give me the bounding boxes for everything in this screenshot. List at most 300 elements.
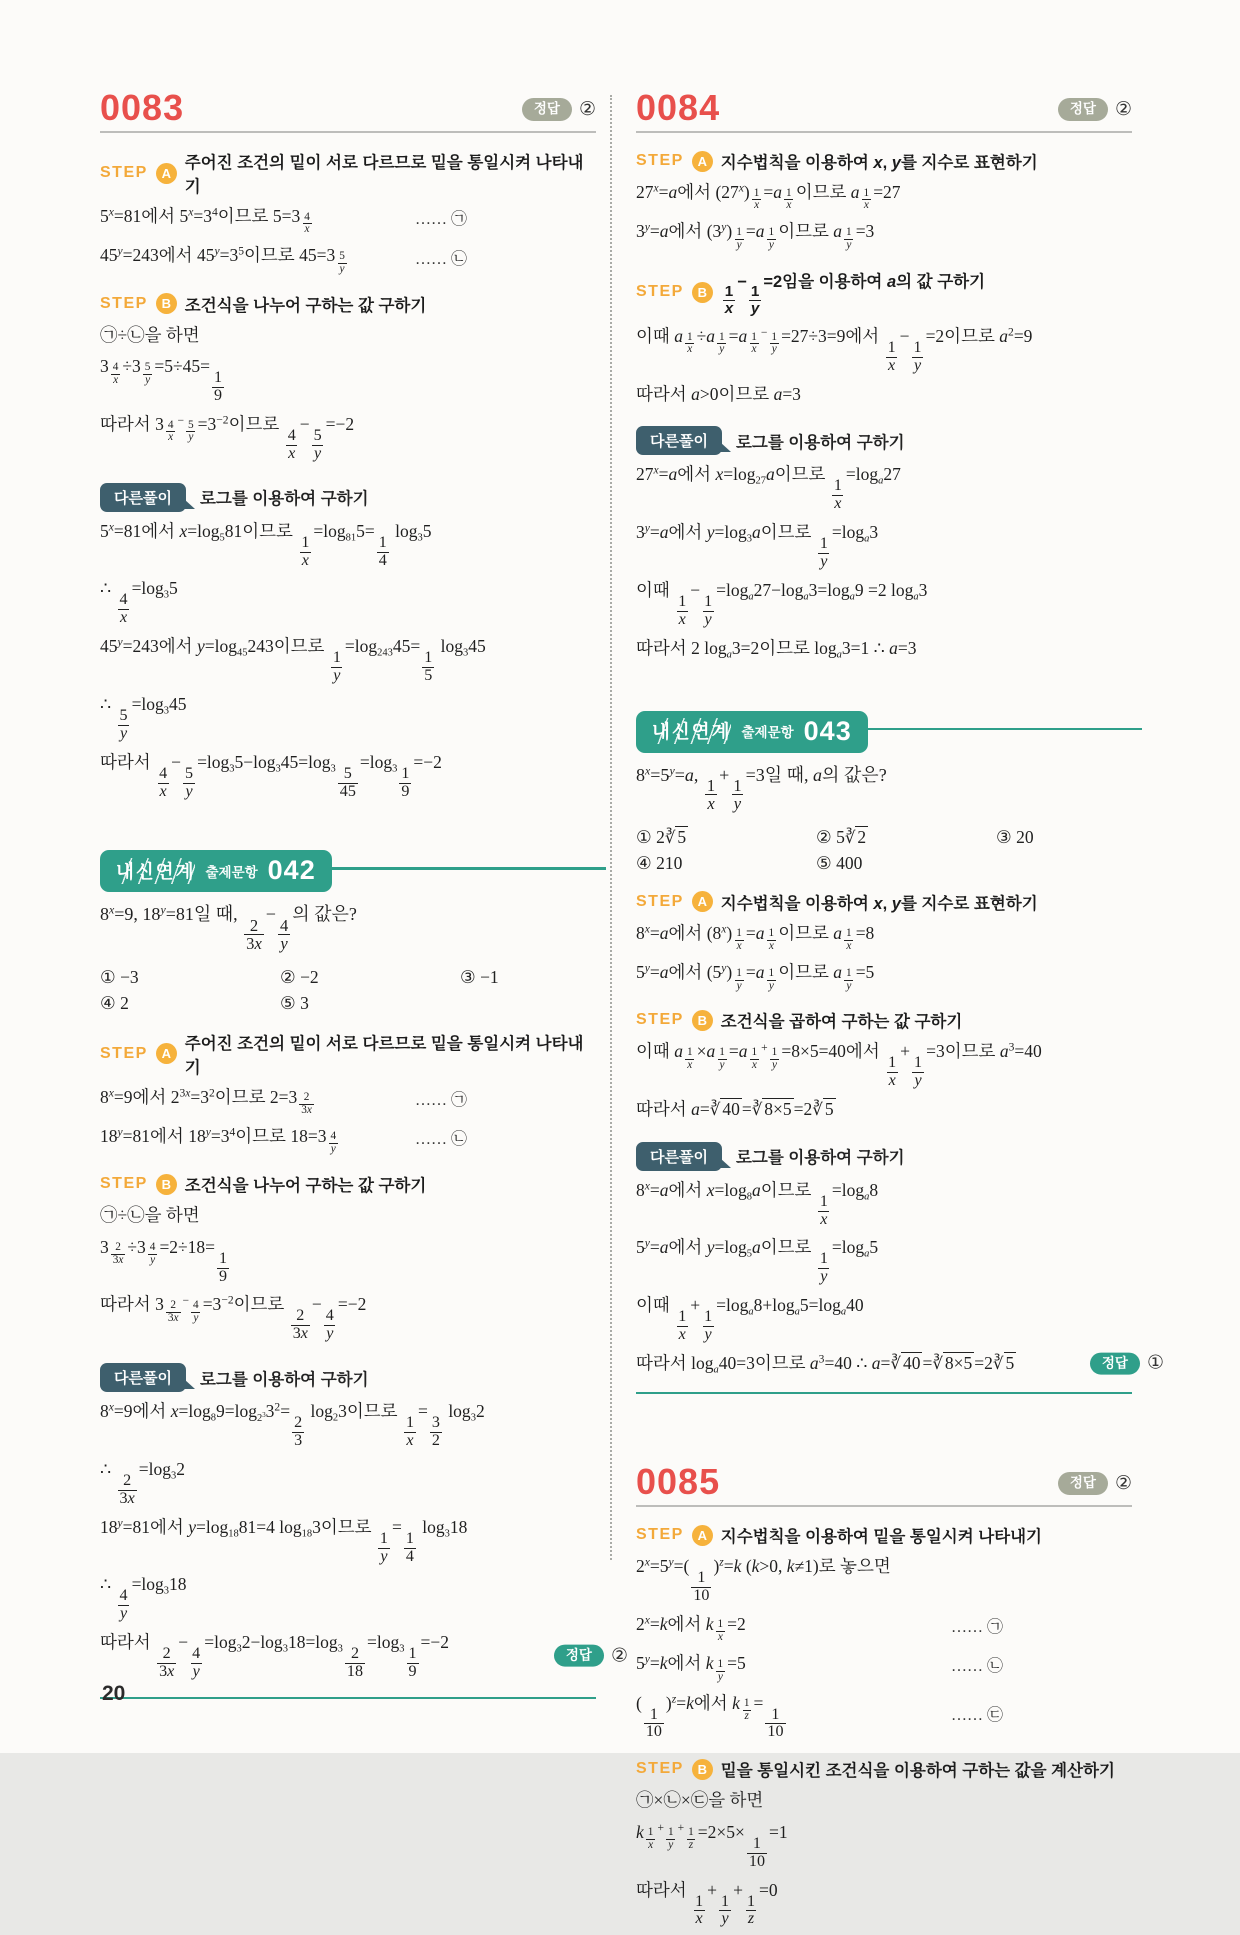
subscript: 2 (332, 1412, 339, 1424)
subscript (864, 1191, 869, 1202)
variable: y (704, 1326, 712, 1344)
superscript (335, 246, 349, 275)
variable: k (705, 1613, 714, 1634)
fraction (770, 1047, 780, 1072)
numerator: 1 (888, 1054, 897, 1072)
subscript: 3 (337, 1643, 343, 1655)
variable: y (150, 1254, 156, 1267)
variable: a (659, 221, 669, 242)
formula-line: 따라서 2 $\log_a3=2$이므로 $\log_a3=1$ ∴ a=3 (636, 637, 917, 661)
radicand: 5 (1005, 1352, 1015, 1373)
variable: x (406, 1432, 414, 1450)
fraction (745, 1894, 757, 1929)
variable: y (820, 552, 828, 570)
answer-number: ② (1114, 99, 1132, 121)
choice-row (100, 993, 596, 1014)
fraction (118, 1588, 130, 1623)
step-heading (636, 890, 1132, 914)
alt-solution-heading (636, 426, 1132, 455)
fraction (676, 1309, 688, 1344)
denominator: 9 (219, 1267, 228, 1285)
variable: x (185, 1087, 191, 1100)
variable: a (751, 522, 761, 542)
step-heading (100, 1030, 596, 1078)
variable: a (726, 649, 732, 661)
subscript (803, 591, 808, 602)
denominator (767, 940, 776, 953)
fraction (912, 1055, 924, 1090)
fraction (118, 708, 130, 743)
variable: y (280, 934, 288, 954)
denominator (818, 1268, 829, 1286)
alt-solution-heading (100, 483, 596, 512)
variable: x (768, 940, 774, 953)
step-title: 조건식을 나누어 구하는 값 구하기 (184, 296, 427, 315)
step-label: STEP (100, 1175, 148, 1193)
variable: x (173, 1311, 179, 1324)
superscript (732, 923, 746, 953)
variable: x (678, 1326, 686, 1344)
numerator: 1 (719, 1046, 725, 1059)
superscript (141, 357, 155, 386)
denominator (749, 300, 761, 317)
variable: a (850, 182, 860, 202)
subscript: 3 (170, 1470, 177, 1482)
superscript (109, 207, 114, 219)
step-heading (100, 292, 596, 316)
answer-badge (522, 98, 596, 121)
denominator (687, 1839, 695, 1852)
variable: k (786, 1556, 795, 1577)
answer-number: ② (578, 99, 596, 121)
variable: a (748, 591, 754, 603)
variable: a (659, 1237, 669, 1258)
fraction (705, 777, 717, 813)
variable: k (659, 1613, 668, 1634)
reference-marker: …… ㉠ (415, 1091, 468, 1109)
variable: a (755, 922, 765, 943)
numerator: 1 (786, 186, 792, 199)
fraction (734, 928, 744, 953)
subscript (748, 1307, 753, 1318)
denominator (844, 940, 853, 953)
variable: x (863, 199, 869, 212)
variable: k (733, 1556, 742, 1577)
numerator: 1 (846, 927, 852, 940)
variable: a (751, 1179, 761, 1200)
variable: a (864, 1249, 870, 1261)
formula-line: 이때 a $^{\frac{1}{x}}$ ×a $^{\frac{1}{y}}$ =a $^{\frac{1}{x} + \frac{1}{y}}$ =8×5=40에서 $\frac{1}{x}$ + $\frac{1}{y}$ =3이므로 $a^3=40$ (636, 1041, 1042, 1090)
problem-number: 0084 (636, 87, 721, 128)
numerator: 1 (819, 534, 828, 552)
variable: a (668, 182, 678, 202)
denominator: 3x (292, 1325, 308, 1343)
alt-solution-heading (636, 1142, 1132, 1171)
variable: y (644, 1653, 650, 1666)
subscript: 5 (219, 532, 225, 544)
step-title: 밑을 통일시킨 조건식을 이용하여 구하는 값을 계산하기 (720, 1762, 1115, 1781)
variable: x (707, 794, 715, 814)
variable: x (306, 1104, 312, 1116)
numerator: 1 (424, 649, 433, 667)
numerator: 2 (123, 1471, 132, 1489)
tag-label: 출제문항 (741, 725, 794, 741)
fraction (818, 1251, 830, 1286)
fraction (328, 1131, 338, 1156)
denominator (752, 199, 761, 212)
answer-badge (1058, 1472, 1132, 1495)
fraction (747, 1836, 767, 1871)
superscript (645, 963, 650, 975)
variable: y (717, 1670, 723, 1683)
denominator: 9 (408, 1663, 417, 1681)
variable: x (188, 206, 194, 219)
denominator: 3x (112, 1254, 124, 1267)
variable: z (744, 1710, 749, 1723)
step-heading (636, 268, 1132, 317)
denominator (743, 1710, 751, 1723)
radicand: 40 (722, 1099, 740, 1120)
variable: y (721, 222, 727, 235)
superscript (721, 222, 726, 234)
variable: x (108, 206, 114, 219)
fraction (717, 1047, 727, 1072)
denominator (818, 1211, 829, 1229)
denominator (324, 1325, 335, 1343)
variable: y (846, 238, 852, 251)
variable: x (687, 1058, 693, 1071)
variable: k (636, 1821, 644, 1842)
subscript (913, 591, 918, 602)
left-column (100, 87, 628, 1699)
variable: x (678, 610, 686, 628)
fraction (832, 478, 844, 513)
formula-line: 이때 a $^{\frac{1}{x}}$ ÷a $^{\frac{1}{y}}$ =a $^{\frac{1}{x} - \frac{1}{y}}$ =27÷3=9에서 $\frac{1}{x}$ − $\frac{1}{y}$ =2이므로 $a^2=9$ (636, 326, 1033, 374)
superscript (214, 246, 219, 258)
variable: x (873, 154, 883, 172)
denominator (666, 1839, 675, 1852)
variable: y (188, 431, 194, 444)
subscript: 3 (236, 1643, 242, 1655)
problem-block (100, 87, 596, 800)
subscript: 3 (392, 763, 398, 775)
variable: z (747, 1910, 755, 1928)
numerator: 1 (678, 1308, 687, 1326)
numerator: 1 (846, 966, 852, 979)
numerator: 4 (149, 1241, 156, 1254)
denominator: 3x (301, 1104, 312, 1116)
cube-root (665, 827, 688, 847)
denominator (844, 239, 853, 252)
radical-icon: ∛ (890, 1353, 901, 1373)
problem-header (636, 1461, 1132, 1507)
numerator: 5 (185, 764, 194, 782)
variable: x (179, 520, 188, 541)
superscript (842, 923, 856, 953)
superscript (739, 183, 744, 195)
fraction (723, 284, 735, 317)
variable: a (738, 1041, 748, 1062)
variable: a (751, 1237, 761, 1258)
variable: z (671, 1693, 677, 1706)
numerator: 2 (303, 1091, 310, 1104)
answer-badge (1058, 98, 1132, 121)
variable: a (836, 649, 842, 661)
fraction (818, 1194, 830, 1229)
denominator (746, 1910, 756, 1928)
variable: a (871, 1352, 881, 1373)
fraction (118, 592, 130, 627)
variable: a (813, 764, 823, 785)
series-label: 내신연계 (116, 858, 195, 884)
variable: a (833, 922, 843, 943)
fraction (666, 1827, 676, 1852)
variable: k (686, 1692, 694, 1713)
variable: x (754, 199, 760, 212)
superscript: 3 (262, 1412, 266, 1420)
fraction (337, 251, 347, 276)
variable: y (750, 300, 760, 318)
variable: a (999, 326, 1009, 346)
superscript (326, 1127, 340, 1156)
answer-number: ② (610, 1645, 628, 1667)
step-letter-icon: B (692, 1010, 713, 1031)
fraction (844, 928, 854, 953)
superscript (645, 1654, 650, 1666)
answer-label: 정답 (1058, 1472, 1108, 1495)
denominator (300, 552, 311, 570)
numerator: 1 (724, 283, 734, 301)
denominator (767, 980, 776, 993)
reference-marker: …… ㉠ (951, 1618, 1004, 1636)
fraction (844, 227, 854, 252)
denominator (912, 357, 923, 375)
fraction (312, 428, 324, 463)
superscript: 1 x + 1 y (751, 1042, 778, 1071)
variable: y (117, 246, 123, 259)
subscript: 3 (229, 763, 235, 775)
numerator: 1 (717, 1618, 724, 1631)
problem-block (636, 87, 1132, 661)
superscript (669, 1557, 674, 1569)
fraction (148, 1242, 158, 1267)
numerator: 2 (170, 1299, 176, 1312)
fraction (212, 370, 224, 405)
variable: a (659, 522, 669, 542)
variable: a (659, 922, 669, 943)
numerator: 1 (686, 1046, 693, 1059)
fraction (244, 917, 264, 953)
superscript: 1 x + 1 y + 1 z (647, 1822, 694, 1852)
numerator: 1 (771, 1046, 778, 1059)
cube-root (812, 1099, 835, 1119)
variable: k (751, 1556, 760, 1577)
variable: x (118, 1254, 124, 1267)
radical-icon: ∛ (751, 1100, 763, 1120)
superscript: 3 (818, 1353, 825, 1366)
inline-answer-badge (1090, 1352, 1164, 1375)
formula-line: ∴ $\frac{2}{3x}$ $=\log_32$ (100, 1458, 185, 1507)
denominator (118, 609, 129, 627)
superscript (645, 222, 650, 234)
denominator (735, 940, 744, 953)
fraction (749, 332, 759, 357)
formula-line: $8^x=a$에서 $x=\log_8a$이므로 $\frac{1}{x}$ $=\log_a8$ (636, 1179, 879, 1228)
denominator (750, 343, 759, 356)
fraction (324, 1308, 336, 1343)
numerator: 5 (339, 249, 345, 262)
subscript: 3 (282, 1643, 288, 1655)
fraction (291, 1308, 310, 1343)
denominator (677, 611, 688, 629)
radicand: 40 (902, 1352, 921, 1373)
denominator (191, 1663, 202, 1681)
fraction (767, 968, 777, 993)
variable: x (687, 343, 693, 356)
right-column (636, 87, 1164, 1935)
fraction (191, 1300, 201, 1325)
numerator: 1 (704, 1308, 713, 1326)
variable: x (159, 782, 167, 800)
fraction (111, 1242, 126, 1267)
denominator: 10 (693, 1586, 710, 1604)
step-title: 조건식을 곱하여 구하는 값 구하기 (720, 1013, 963, 1032)
variable: y (846, 979, 852, 992)
variable: x (695, 1910, 703, 1928)
step-letter-icon: A (692, 891, 713, 912)
choice-option: ② −2 (280, 966, 319, 987)
linked-problem-header (100, 850, 596, 892)
denominator (735, 239, 744, 252)
fraction (685, 332, 695, 357)
step-heading (100, 149, 596, 197)
column-divider (610, 95, 612, 1560)
variable: y (668, 1839, 674, 1852)
subscript (864, 534, 869, 545)
fraction (784, 188, 794, 213)
numerator: 1 (405, 1414, 415, 1432)
superscript (740, 1693, 754, 1723)
fraction (644, 1707, 664, 1742)
denominator (166, 431, 175, 444)
fraction (767, 928, 777, 953)
formula-line: 이때 $\frac{1}{x}$ + $\frac{1}{y}$ $=\log_a8+\log_a5=\log_a40$ (636, 1295, 864, 1344)
superscript (300, 207, 314, 236)
fraction (338, 766, 358, 801)
variable: y (196, 636, 205, 657)
variable: x (751, 1058, 757, 1071)
numerator: 1 (219, 1249, 228, 1267)
formula-line: $18^y=81$에서 $y=\log_{18}81=4$ $\log_{18}3$이므로 $\frac{1}{y}$ = $\frac{1}{4}$ $\log_318$ (100, 1516, 468, 1565)
linked-problem-number: 042 (267, 855, 316, 886)
fraction (186, 420, 196, 445)
radical-icon: ∛ (932, 1353, 943, 1373)
denominator: 45 (339, 782, 356, 800)
variable: x (648, 1839, 654, 1852)
numerator: 1 (753, 186, 760, 199)
variable: x (113, 373, 119, 386)
numerator: 1 (647, 1826, 654, 1839)
step-letter-icon: B (692, 1759, 713, 1780)
step-label: STEP (636, 1760, 684, 1778)
subscript: 81 (345, 532, 357, 544)
numerator: 5 (144, 360, 151, 373)
denominator (886, 357, 897, 375)
superscript: −2 (221, 1295, 234, 1308)
fraction (118, 1473, 137, 1508)
subscript (841, 1307, 846, 1318)
subscript (837, 649, 842, 660)
numerator: 4 (119, 591, 128, 609)
numerator: 2 (296, 1307, 305, 1325)
numerator: 4 (119, 1587, 128, 1605)
question-text: $8^x=9$, $18^y=81$일 때, $\frac{2}{3x}$ − $\frac{4}{y}$ 의 값은? (100, 902, 357, 954)
numerator: 1 (667, 1826, 674, 1839)
numerator: 1 (721, 1892, 730, 1910)
problem-header (100, 87, 596, 133)
superscript (645, 523, 650, 535)
numerator: 1 (697, 1569, 706, 1587)
variable: x (119, 609, 128, 627)
variable: x (653, 182, 659, 195)
numerator: 1 (914, 1054, 923, 1072)
variable: y (330, 1143, 336, 1156)
fraction (719, 1894, 731, 1929)
numerator: 1 (688, 1826, 694, 1839)
variable: x (736, 940, 742, 953)
variable: y (644, 1238, 650, 1251)
denominator (118, 1605, 129, 1623)
alt-solution-title: 로그를 이용하여 구하기 (735, 1149, 905, 1168)
denominator: 9 (214, 387, 223, 405)
numerator: 4 (279, 915, 289, 935)
fraction (750, 1047, 760, 1072)
variable: a (889, 637, 898, 658)
formula-line: 따라서 3 $^{\frac{2}{3x} - \frac{4}{y}}$ $=3^{-2}$이므로 $\frac{2}{3x}$ − $\frac{4}{y}$ =−2 (100, 1294, 367, 1343)
numerator: 5 (313, 426, 322, 444)
superscript: 2 (209, 1087, 215, 1100)
subscript: 3 (417, 532, 423, 544)
subscript (795, 1307, 800, 1318)
cube-root (752, 1099, 794, 1119)
superscript (654, 465, 659, 477)
superscript: 3 (1008, 1042, 1015, 1055)
numerator: 1 (819, 1250, 828, 1268)
numerator: 1 (771, 1705, 780, 1723)
denominator: 4 (405, 1547, 414, 1565)
variable: a (864, 1191, 870, 1203)
denominator (338, 263, 347, 276)
fraction (742, 1698, 752, 1723)
variable: y (768, 979, 774, 992)
fraction (299, 1092, 314, 1117)
variable: y (333, 667, 341, 685)
fraction (886, 1055, 898, 1090)
superscript (714, 1615, 728, 1644)
denominator (143, 374, 152, 387)
fraction (143, 362, 153, 387)
variable: y (768, 238, 774, 251)
formula-line: 이때 $\frac{1}{x}$ − $\frac{1}{y}$ $=\log_a27-\log_a3=\log_a9 =2$ $\log_a3$ (636, 579, 928, 628)
alt-solution-title: 로그를 이용하여 구하기 (199, 490, 369, 509)
fraction (734, 968, 744, 993)
variable: x (109, 902, 115, 917)
radicand: 5 (677, 826, 687, 847)
variable: x (127, 1489, 135, 1507)
denominator (404, 1432, 415, 1450)
fraction (345, 1646, 365, 1681)
fraction (676, 594, 688, 629)
